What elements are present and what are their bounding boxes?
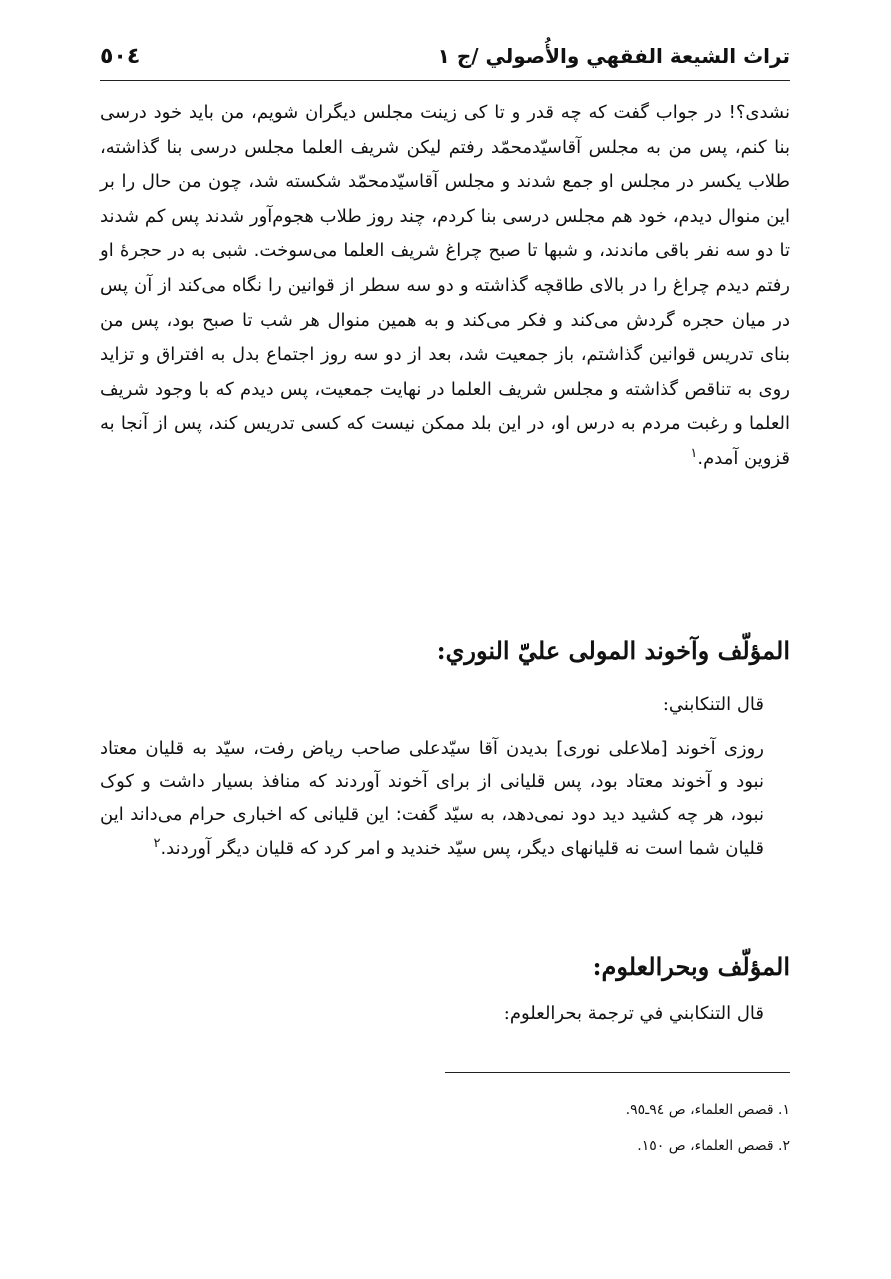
running-title: تراث الشيعة الفقهي والأُصولي /ج ١ [437,44,790,68]
section-intro-nouri: قال التنكابني: [662,694,764,715]
quote-block [100,732,764,865]
section-heading-nouri: المؤلّف وآخوند المولى عليّ النوري: [436,636,790,665]
body-paragraph [100,96,790,477]
quote-text: روزی آخوند [ملاعلی نوری] بدیدن آقا سیّدعلی صاحب ریاض رفت، سیّد به قلیان معتاد نبود و آخوند معتاد بود، پس قلیانی از برای آخوند آوردند که منافذ بسیار داشت و کوک نبود، هر چه کشید دید دود نمی‌دهد، به سیّد گفت: این قلیانی که اخباری حرام می‌داند این قلیان شما است نه قلیانهای دیگر، پس سیّد خندید و امر کرد که قلیان دیگر آوردند. [100,738,764,859]
footnote-item: ١. قصص العلماء، ص ٩٤ـ٩٥. [625,1102,790,1118]
footnote-item: ٢. قصص العلماء، ص ١٥٠. [637,1138,790,1154]
page-header [100,36,790,76]
section-heading-bahr: المؤلّف وبحرالعلوم: [592,952,790,981]
paragraph-text: نشدی؟! در جواب گفت که چه قدر و تا کی زینت مجلس دیگران شویم، من باید خود درسی بنا کنم، پس من به مجلس آقاسیّدمحمّد رفتم لیکن شریف العلما مجلس درسی بنا گذاشته، طلاب یکسر در مجلس او جمع شدند و مجلس آقاسیّدمحمّد شکسته شد، چون من حال را بر این منوال دیدم، خود هم مجلس درسی بنا کردم، چند روز طلاب هجوم‌آور شدند پس کم شدند تا دو سه نفر باقی ماندند، و شبها تا صبح چراغ شریف العلما می‌سوخت. شبی به در حجرهٔ او رفتم دیدم چراغ را در بالای طاقچه گذاشته و دو سه سطر از قوانین را نگاه می‌کند از آن پس در میان حجره گردش می‌کند و فکر می‌کند و به همین منوال هر شب تا صبح بود، پس من بنای تدریس قوانین گذاشتم، باز جمعیت شد، بعد از دو سه روز اجتماع بدل به افتراق و تزاید روی به تناقص گذاشته و مجلس شریف العلما در نهایت جمعیت، پس دیدم که با وجود شریف العلما و رغبت مردم به درس او، در این بلد ممکن نیست که کسی تدریس کند، پس از آنجا به قزوین آمدم. [100,102,790,469]
section-intro-bahr: قال التنكابني في ترجمة بحرالعلوم: [503,1003,764,1024]
footnote-ref-1: ١ [690,445,698,461]
header-divider [100,80,790,81]
footnote-divider [445,1072,790,1073]
footnotes [100,1092,790,1164]
footnote-ref-2: ٢ [153,835,161,851]
page-number: ٥٠٤ [100,43,141,69]
